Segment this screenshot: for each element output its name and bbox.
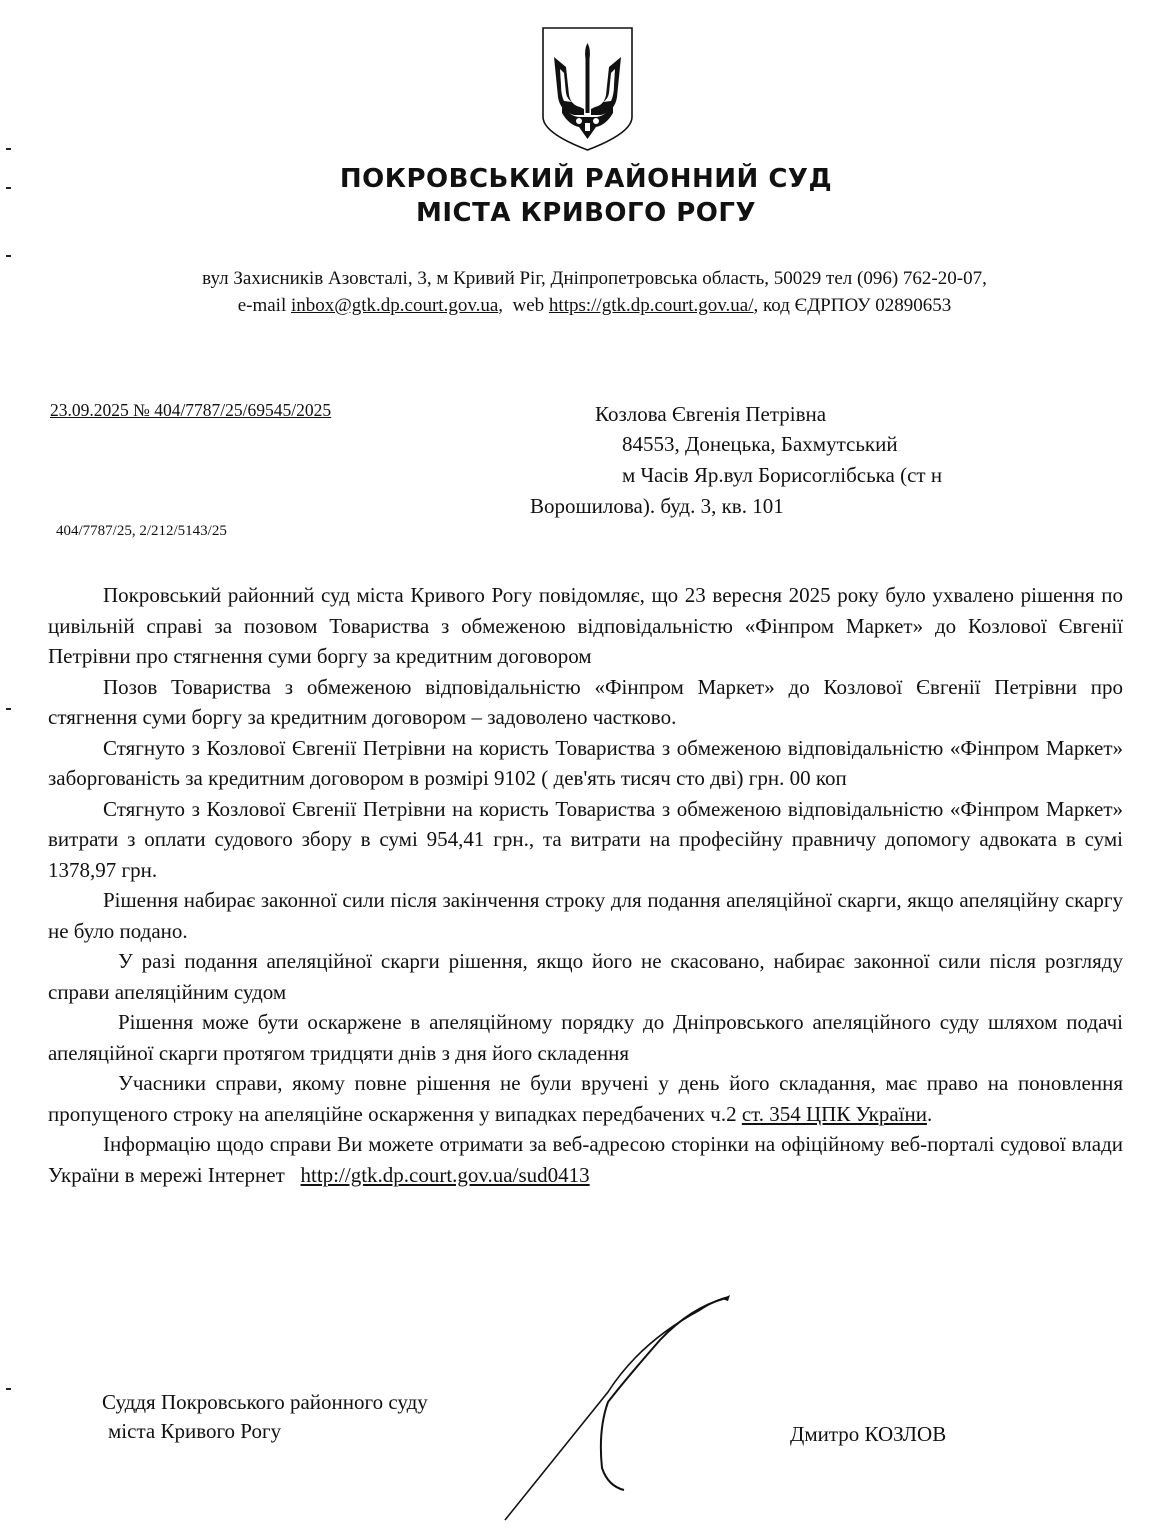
scan-mark <box>6 255 11 257</box>
paragraph-appeal-effect: У разі подання апеляційної скарги рішення, якщо його не скасовано, набирає законної сили після розгляду справи апеляційним судом <box>48 949 1123 1004</box>
court-name-line2: МІСТА КРИВОГО РОГУ <box>415 198 757 228</box>
paragraph-debt-recovered: Стягнуто з Козлової Євгенії Петрівни на користь Товариства з обмеженою відповідальністю «Фінпром Маркет» заборгованість за кредитним договором в розмірі 9102 ( дев'ять тисяч сто дві) грн. 00 коп <box>48 735 1123 790</box>
paragraph-entry-into-force: Рішення набирає законної сили після закінчення строку для подання апеляційної скарги, якщо апеляційну скаргу не було подано. <box>48 888 1123 943</box>
paragraph-claim-result: Позов Товариства з обмеженою відповідальністю «Фінпром Маркет» до Козлової Євгенії Петрівни про стягнення суми боргу за кредитним договором – задоволено частково. <box>48 674 1123 729</box>
paragraph-appeal-procedure: Рішення може бути оскаржене в апеляційному порядку до Дніпровського апеляційного суду шляхом подачі апеляційної скарги протягом тридцяти днів з дня його складення <box>48 1010 1123 1065</box>
court-contacts: e-mail inbox@gtk.dp.court.gov.ua, web https://gtk.dp.court.gov.ua/, код ЄДРПОУ 02890653 <box>237 295 952 316</box>
scan-mark <box>6 148 11 150</box>
paragraph-info: Інформацію щодо справи Ви можете отримати за веб-адресою сторінки на офіційному веб-порталі судової влади України в мережі Інтернет http://gtk.dp.court.gov.ua/sud0413 <box>48 1132 1123 1187</box>
letter-body <box>48 580 1123 1190</box>
email-link[interactable]: inbox@gtk.dp.court.gov.ua <box>290 295 499 316</box>
case-numbers: 404/7787/25, 2/212/5143/25 <box>56 523 227 539</box>
case-info-link[interactable]: http://gtk.dp.court.gov.ua/sud0413 <box>300 1162 590 1187</box>
handwritten-signature-icon <box>490 1290 840 1523</box>
recipient-address-line: 84553, Донецька, Бахмутський <box>622 432 898 456</box>
judge-title-line2: міста Кривого Рогу <box>108 1419 282 1443</box>
court-name-line1: ПОКРОВСЬКИЙ РАЙОННИЙ СУД <box>339 164 833 194</box>
website-link[interactable]: https://gtk.dp.court.gov.ua/ <box>548 295 754 316</box>
court-address: вул Захисників Азовсталі, 3, м Кривий Ріг, Дніпропетровська область, 50029 тел (096) 762-20-07, <box>202 268 987 289</box>
paragraph-costs-recovered: Стягнуто з Козлової Євгенії Петрівни на користь Товариства з обмеженою відповідальністю «Фінпром Маркет» витрати з оплати судового збору в сумі 954,41 грн., та витрати на професійну правничу допомогу адвоката в сумі 1378,97 грн. <box>48 796 1123 882</box>
paragraph-notice: Покровський районний суд міста Кривого Рогу повідомляє, що 23 вересня 2025 року було ухвалено рішення по цивільній справі за позовом Товариства з обмеженою відповідальністю «Фінпром Маркет» до Козлової Євгенії Петрівни про стягнення суми боргу за кредитним договором <box>48 583 1123 668</box>
scan-mark <box>6 708 11 710</box>
recipient-address-line: м Часів Яр.вул Борисоглібська (ст н <box>622 463 943 487</box>
web-label: web <box>512 295 545 316</box>
scan-mark <box>6 1388 11 1390</box>
edrpou-code: код ЄДРПОУ 02890653 <box>763 295 952 316</box>
judge-title-line1: Суддя Покровського районного суду <box>102 1390 428 1414</box>
email-label: e-mail <box>237 295 287 316</box>
judge-name: Дмитро КОЗЛОВ <box>790 1422 947 1446</box>
trident-emblem-icon <box>540 25 635 153</box>
statute-link[interactable]: ст. 354 ЦПК України <box>741 1101 927 1126</box>
recipient-name: Козлова Євгенія Петрівна <box>595 402 827 426</box>
outgoing-reference: 23.09.2025 № 404/7787/25/69545/2025 <box>50 400 332 420</box>
paragraph-deadline-renewal: Учасники справи, якому повне рішення не були вручені у день його складання, має право на поновлення пропущеного строку на апеляційне оскарження у випадках передбачених ч.2 ст. 354 ЦПК України. <box>48 1071 1123 1126</box>
recipient-address-line: Ворошилова). буд. 3, кв. 101 <box>530 494 784 518</box>
